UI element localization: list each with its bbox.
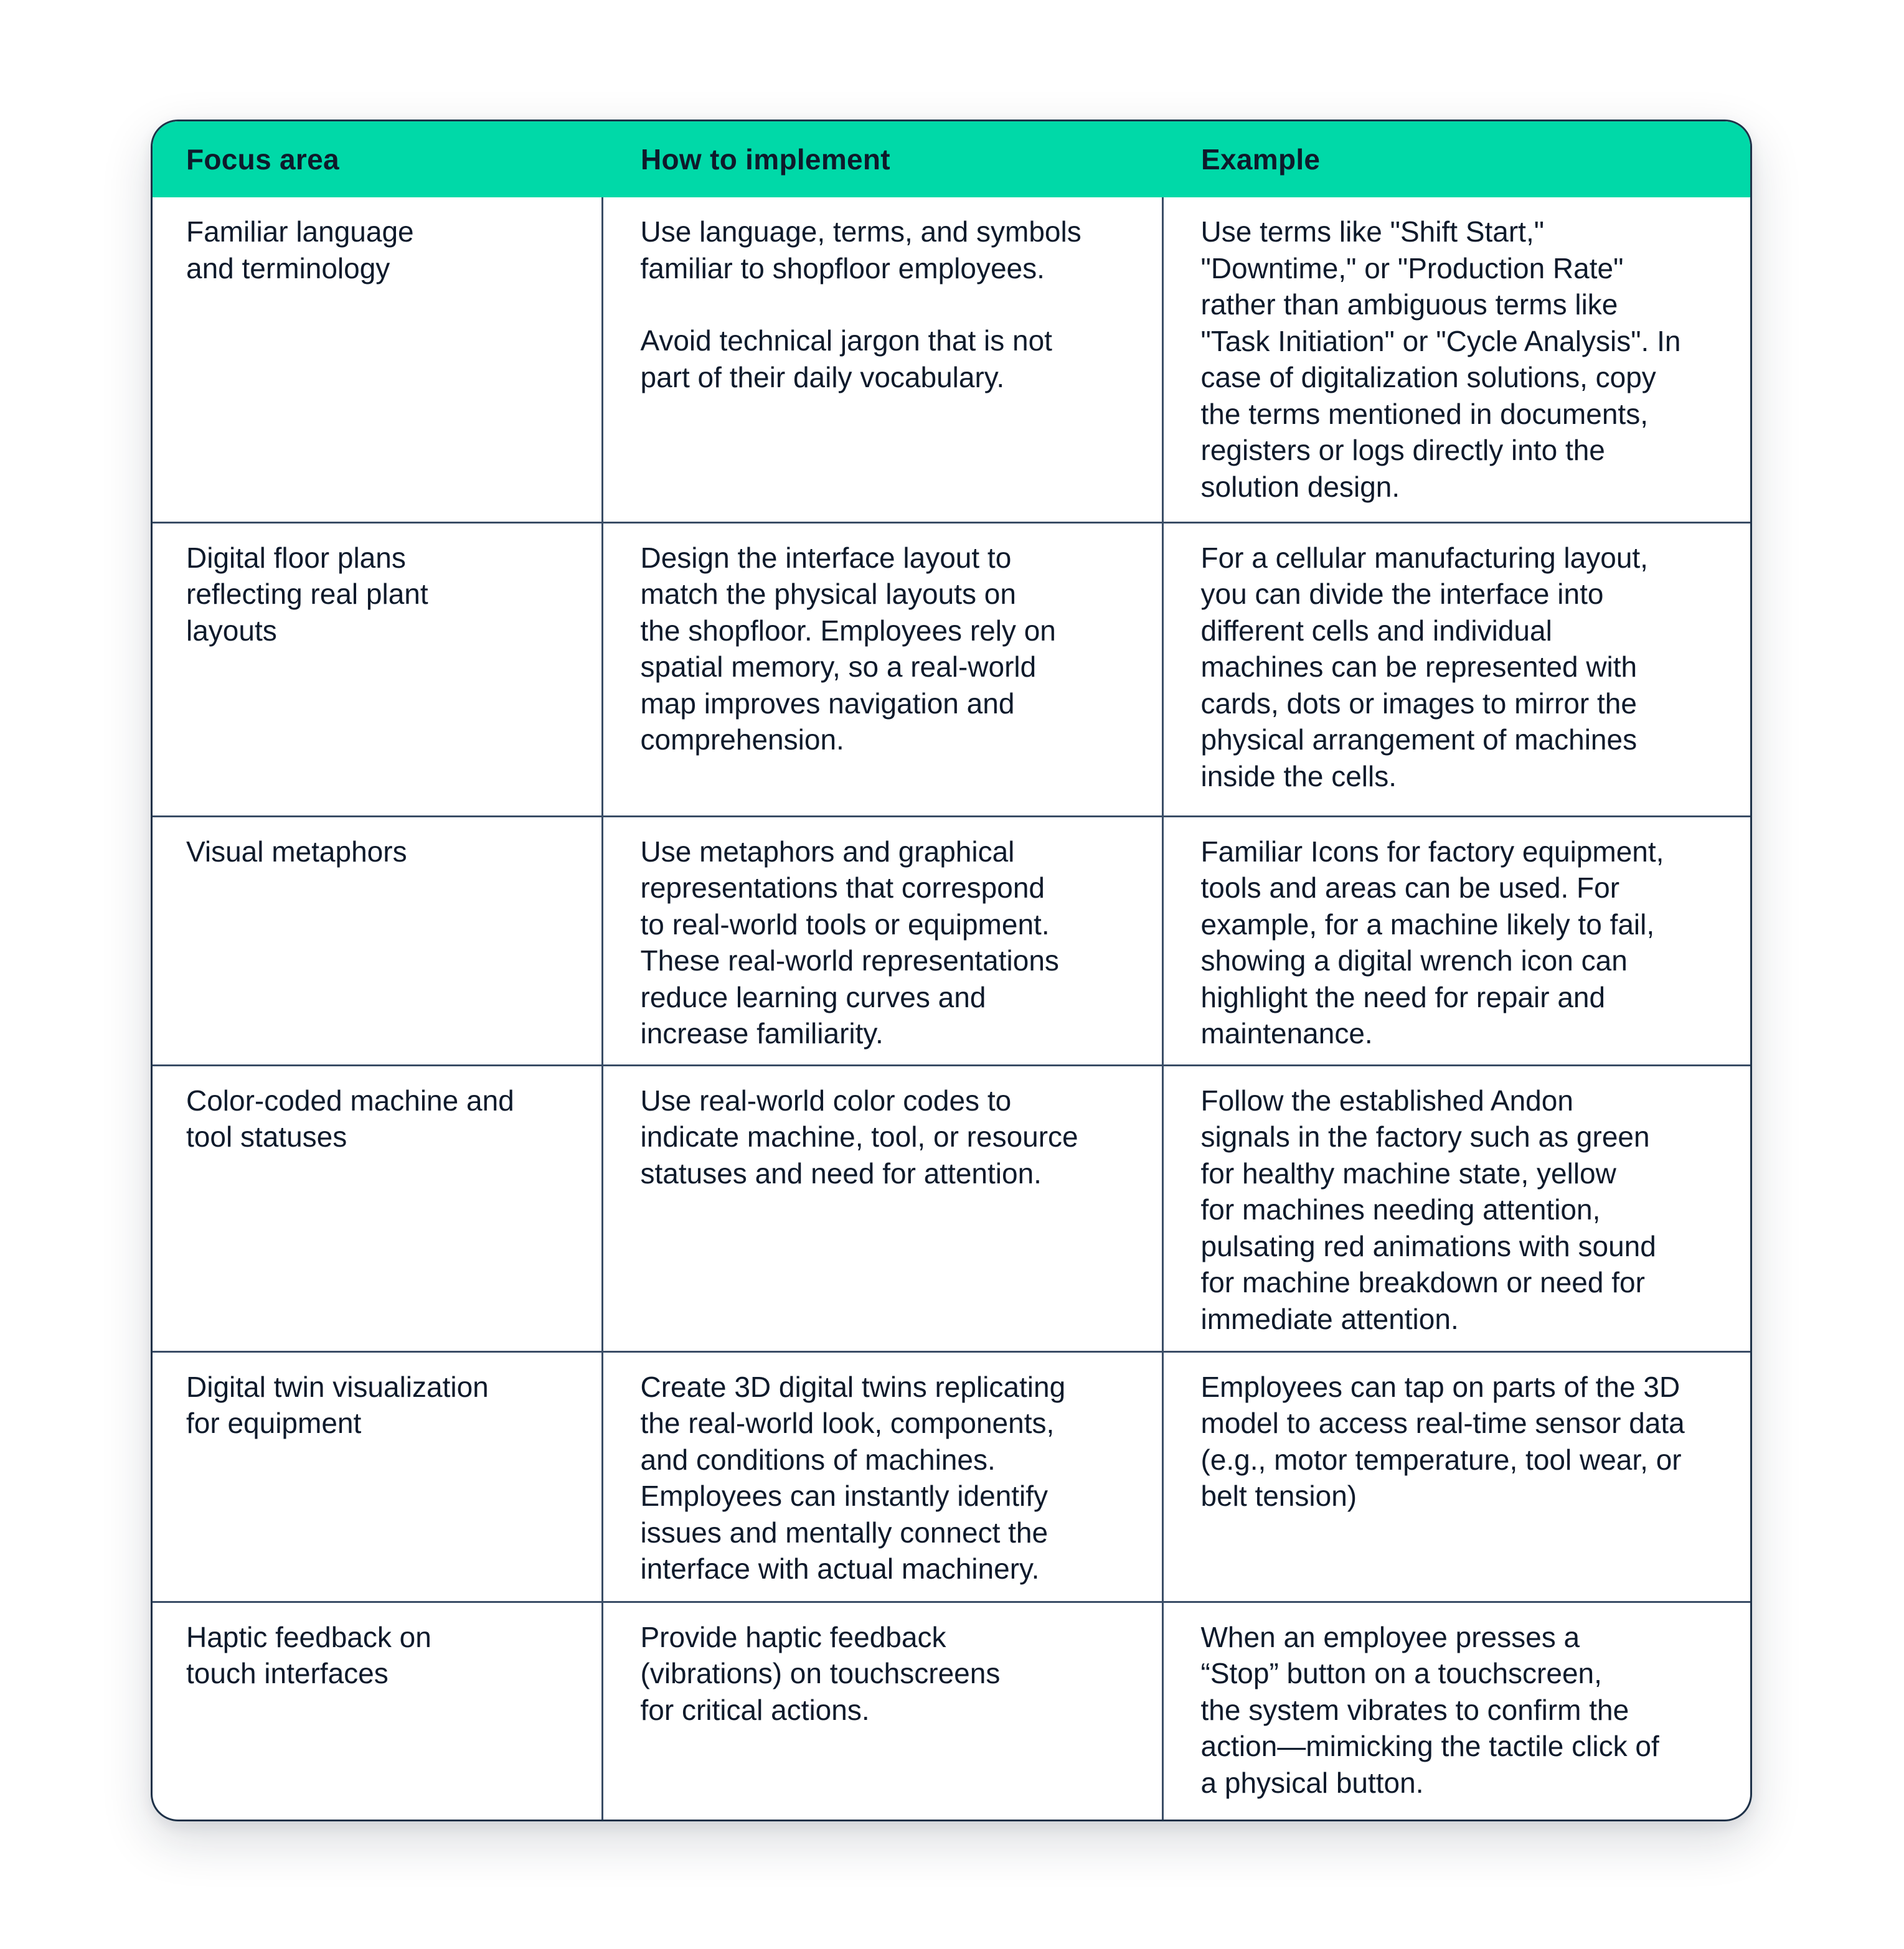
- focus-cell: [153, 522, 602, 816]
- implement-text: Use language, terms, and symbols familiar to shopfloor employees.: [640, 215, 1082, 284]
- example-text: Familiar Icons for factory equipment, tools and areas can be used. For example, for a machine likely to fail, showing a digital wrench icon can highlight the need for repair and maintenance.: [1200, 835, 1664, 1050]
- focus-text: Haptic feedback on touch interfaces: [186, 1620, 431, 1689]
- focus-text: Digital floor plans reflecting real plant layouts: [186, 541, 428, 647]
- implement-text: Use real-world color codes to indicate machine, tool, or resource statuses and need for attention.: [640, 1084, 1078, 1190]
- example-cell: [1162, 1602, 1750, 1820]
- focus-area-table-card: [151, 120, 1752, 1821]
- example-text: For a cellular manufacturing layout, you can divide the interface into different cells and individual machines can be represented with cards, dots or images to mirror the physical arrangement of machines inside the cells.: [1200, 541, 1648, 792]
- table-body: [153, 197, 1750, 1820]
- header-how-to-implement: How to implement: [602, 121, 1162, 197]
- table-row: [153, 197, 1750, 522]
- example-text: When an employee presses a “Stop” button on a touchscreen, the system vibrates to confirm the action—mimicking the tactile click of a physical button.: [1200, 1620, 1659, 1799]
- example-text: Employees can tap on parts of the 3D model to access real-time sensor data (e.g., motor temperature, tool wear, or belt tension): [1200, 1370, 1685, 1512]
- implement-cell: [602, 816, 1162, 1065]
- focus-cell: [153, 1065, 602, 1351]
- focus-text: Color-coded machine and tool statuses: [186, 1084, 514, 1153]
- example-cell: [1162, 816, 1750, 1065]
- focus-text: Familiar language and terminology: [186, 215, 414, 284]
- implement-text: Create 3D digital twins replicating the real-world look, components, and conditions of machines. Employees can instantly identify issues and mentally connect the interface with actual machinery.: [640, 1370, 1066, 1585]
- implement-cell: [602, 1602, 1162, 1820]
- example-cell: [1162, 522, 1750, 816]
- implement-cell: [602, 197, 1162, 522]
- focus-cell: [153, 1351, 602, 1602]
- table-header: [153, 121, 1750, 197]
- implement-text: Use metaphors and graphical representations that correspond to real-world tools or equipment. These real-world representations reduce learning curves and increase familiarity.: [640, 835, 1059, 1050]
- table-row: [153, 522, 1750, 816]
- table-row: [153, 816, 1750, 1065]
- example-cell: [1162, 197, 1750, 522]
- header-row: [153, 121, 1750, 197]
- implement-text: Design the interface layout to match the physical layouts on the shopfloor. Employees rely on spatial memory, so a real-world map improves navigation and comprehension.: [640, 541, 1056, 756]
- focus-text: Visual metaphors: [186, 835, 407, 868]
- example-cell: [1162, 1351, 1750, 1602]
- implement-text: Avoid technical jargon that is not part of their daily vocabulary.: [640, 324, 1052, 393]
- header-focus-area: Focus area: [153, 121, 602, 197]
- example-text: Follow the established Andon signals in the factory such as green for healthy machine state, yellow for machines needing attention, pulsating red animations with sound for machine breakdown or need for immediate attention.: [1200, 1084, 1656, 1335]
- focus-cell: [153, 1602, 602, 1820]
- implement-cell: [602, 1065, 1162, 1351]
- focus-text: Digital twin visualization for equipment: [186, 1370, 489, 1439]
- focus-cell: [153, 816, 602, 1065]
- focus-area-table: [153, 121, 1750, 1820]
- focus-cell: [153, 197, 602, 522]
- example-cell: [1162, 1065, 1750, 1351]
- implement-text: Provide haptic feedback (vibrations) on touchscreens for critical actions.: [640, 1620, 1001, 1726]
- header-example: Example: [1162, 121, 1750, 197]
- table-row: [153, 1065, 1750, 1351]
- table-row: [153, 1351, 1750, 1602]
- implement-cell: [602, 522, 1162, 816]
- implement-cell: [602, 1351, 1162, 1602]
- table-row: [153, 1602, 1750, 1820]
- example-text: Use terms like "Shift Start," "Downtime," or "Production Rate" rather than ambiguous terms like "Task Initiation" or "Cycle Analysis". In case of digitalization solutions, copy the terms mentioned in documents, registers or logs directly into the solution design.: [1200, 215, 1681, 503]
